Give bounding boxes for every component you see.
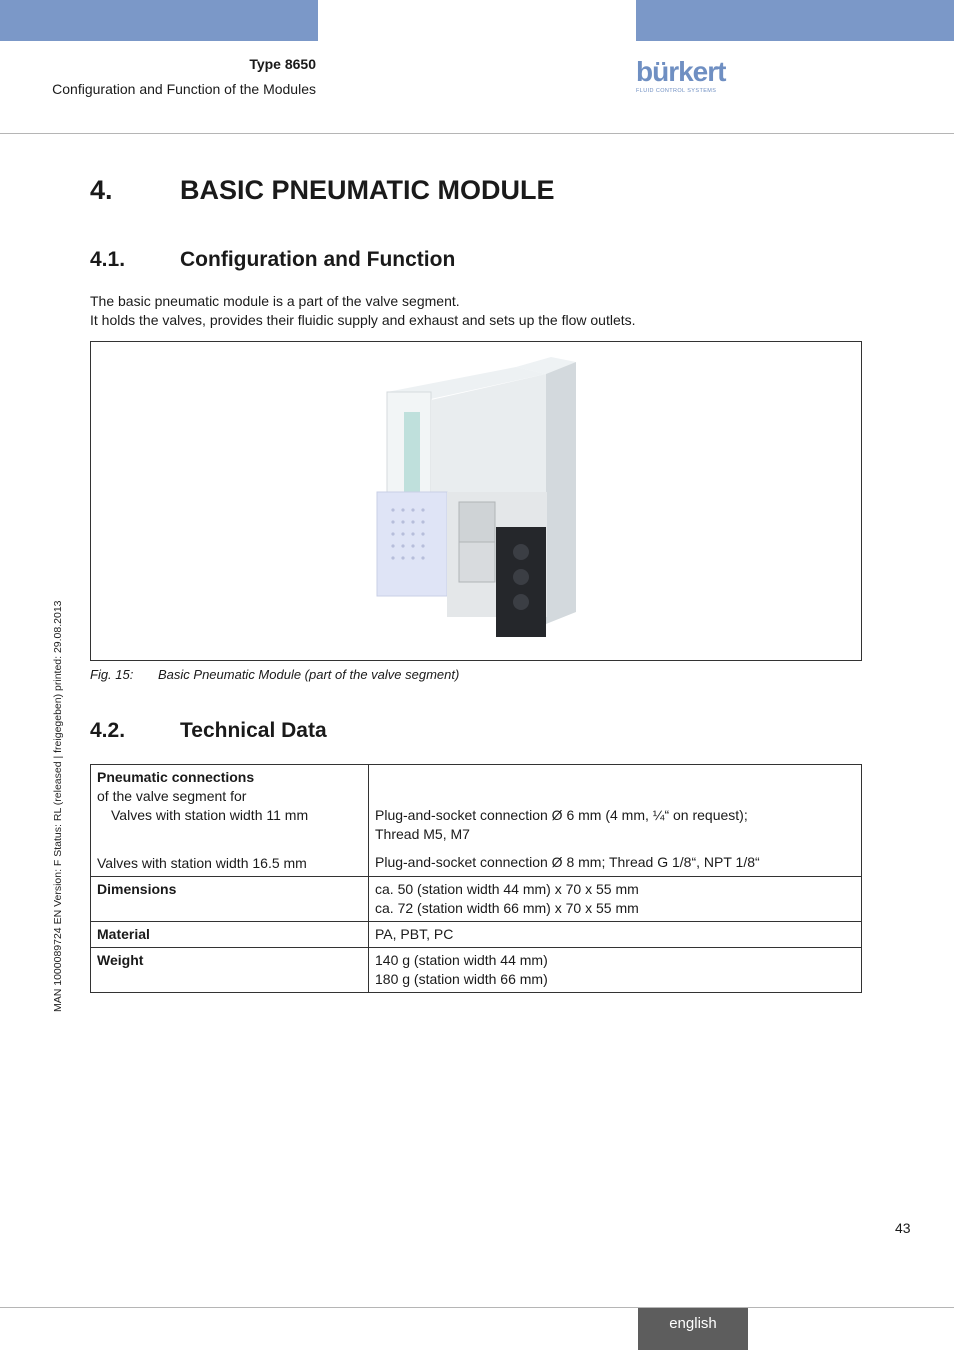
subsection-title: Technical Data <box>180 719 327 742</box>
row-value: ca. 72 (station width 66 mm) x 70 x 55 mm <box>375 900 639 916</box>
burkert-logo <box>636 58 736 94</box>
figure-caption <box>90 667 459 682</box>
table-cell-value <box>369 877 862 922</box>
row-sublabel: Valves with station width 11 mm <box>111 807 309 823</box>
row-label: Weight <box>97 952 144 968</box>
row-value: 140 g (station width 44 mm) <box>375 952 548 968</box>
document-id-vertical: MAN 1000089724 EN Version: F Status: RL (released | freigegeben) printed: 29.08.2013 <box>52 600 64 1012</box>
row-label: Dimensions <box>97 881 177 897</box>
header-band-right <box>636 0 954 41</box>
section-title: BASIC PNEUMATIC MODULE <box>180 175 555 205</box>
row-value: PA, PBT, PC <box>375 926 454 942</box>
logo-tagline: FLUID CONTROL SYSTEMS <box>636 88 717 94</box>
figure-number: Fig. 15: <box>90 667 134 682</box>
table-cell-label <box>91 765 369 877</box>
row-label: Pneumatic connections <box>97 769 255 785</box>
subsection-heading-config <box>90 248 455 272</box>
row-value: 180 g (station width 66 mm) <box>375 971 548 987</box>
header-divider <box>0 133 954 134</box>
paragraph-line: It holds the valves, provides their fluidic supply and exhaust and sets up the flow outlets. <box>90 312 636 328</box>
language-tab: english <box>638 1308 748 1350</box>
paragraph-line: The basic pneumatic module is a part of the valve segment. <box>90 293 460 309</box>
section-heading <box>90 175 555 206</box>
table-cell-value <box>369 948 862 993</box>
table-row <box>91 765 862 877</box>
row-sublabel: Valves with station width 16.5 mm <box>97 855 307 871</box>
logo-wordmark: bürkert <box>636 56 726 87</box>
subsection-number: 4.1. <box>90 248 126 271</box>
table-row <box>91 922 862 948</box>
document-subtitle: Configuration and Function of the Modules <box>52 81 316 97</box>
row-value: Thread M5, M7 <box>375 826 470 842</box>
figure-frame <box>90 341 862 661</box>
row-value: ca. 50 (station width 44 mm) x 70 x 55 mm <box>375 881 639 897</box>
table-cell-label <box>91 948 369 993</box>
footer-divider <box>0 1307 954 1308</box>
row-sublabel: of the valve segment for <box>97 788 247 804</box>
page-number: 43 <box>895 1220 911 1236</box>
section-number: 4. <box>90 175 113 205</box>
figure-caption-text: Basic Pneumatic Module (part of the valve segment) <box>158 667 460 682</box>
subsection-title: Configuration and Function <box>180 248 456 271</box>
intro-paragraph <box>90 292 636 330</box>
table-cell-label <box>91 877 369 922</box>
table-row <box>91 877 862 922</box>
subsection-heading-techdata <box>90 719 327 743</box>
table-cell-value <box>369 922 862 948</box>
table-row <box>91 948 862 993</box>
pneumatic-module-illustration <box>91 342 861 660</box>
row-label: Material <box>97 926 150 942</box>
table-cell-label <box>91 922 369 948</box>
table-cell-value <box>369 765 862 877</box>
technical-data-table <box>90 764 862 993</box>
header-band-left <box>0 0 318 41</box>
row-value: Plug-and-socket connection Ø 8 mm; Thread G 1/8“, NPT 1/8“ <box>375 854 760 870</box>
document-type: Type 8650 <box>249 56 316 72</box>
row-value: Plug-and-socket connection Ø 6 mm (4 mm, ¼“ on request); <box>375 807 748 823</box>
subsection-number: 4.2. <box>90 719 126 742</box>
